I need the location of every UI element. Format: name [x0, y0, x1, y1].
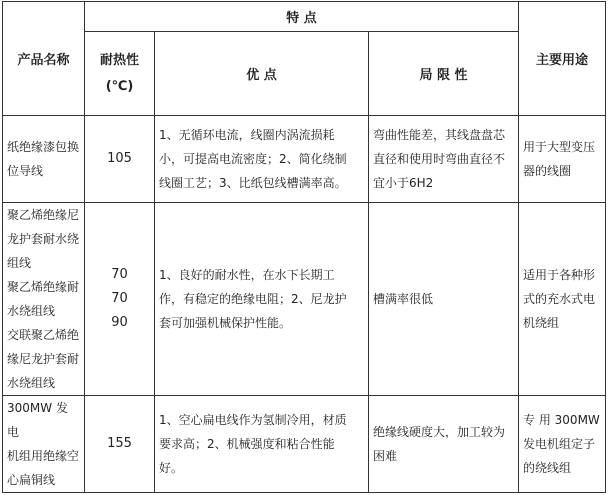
header-heat-unit: (℃)	[105, 78, 134, 94]
usage-line: 发电机组定子	[523, 437, 596, 451]
product-name-line: 300MW 发 电	[7, 401, 68, 439]
usage-line: 机绕组	[523, 316, 560, 330]
product-name-cell	[3, 116, 85, 203]
product-name-line: 机组用绝缘空	[7, 449, 80, 463]
heat-resistance-cell	[85, 116, 155, 203]
heat-resistance-cell	[85, 396, 155, 493]
product-name-line: 水绕组线	[7, 376, 56, 390]
table-row	[3, 116, 606, 203]
limitations-cell	[369, 116, 519, 203]
advantages-cell	[155, 116, 369, 203]
advantages-line: 要求高；2、机械强度和粘合性能	[159, 437, 335, 451]
heat-value: 105	[107, 151, 132, 166]
advantages-line: 1、良好的耐水性，在水下长期工	[159, 268, 335, 282]
advantages-line: 作，有稳定的绝缘电阻；2、尼龙护	[159, 292, 347, 306]
usage-cell	[519, 396, 606, 493]
header-row-2	[3, 32, 606, 116]
product-name-line: 聚乙烯绝缘耐	[7, 280, 80, 294]
product-name-cell	[3, 396, 85, 493]
product-name-cell	[3, 203, 85, 396]
heat-value: 70	[111, 267, 128, 282]
product-name-line: 缘尼龙护套耐	[7, 352, 80, 366]
heat-resistance-cell	[85, 203, 155, 396]
advantages-line: 套可加强机械保护性能。	[159, 316, 292, 330]
advantages-line: 好。	[159, 461, 184, 475]
advantages-line: 线圈工艺；3、比纸包线槽满率高。	[159, 176, 347, 190]
header-features: 特 点	[85, 2, 519, 32]
limitations-line: 弯曲性能差，其线盘盘芯	[373, 128, 506, 142]
header-heat-label: 耐热性	[99, 52, 139, 68]
heat-value: 70	[111, 291, 128, 306]
product-name-line: 心扁铜线	[7, 473, 56, 487]
usage-line: 的绕线组	[523, 461, 572, 475]
header-advantages: 优 点	[155, 32, 369, 116]
advantages-line: 1、无循环电流，线圈内涡流损耗	[159, 128, 335, 142]
heat-value: 90	[111, 315, 128, 330]
product-name-line: 水绕组线	[7, 304, 56, 318]
limitations-cell	[369, 396, 519, 493]
advantages-line: 1、空心扁电线作为氢制冷用，材质	[159, 413, 347, 427]
limitations-line: 宜小于6H2	[373, 176, 434, 190]
header-product-name: 产品名称	[3, 2, 85, 116]
product-table	[2, 1, 606, 493]
product-name-line: 交联聚乙烯绝	[7, 328, 80, 342]
usage-line: 用于大型变压	[523, 140, 596, 154]
usage-cell	[519, 203, 606, 396]
heat-value: 155	[107, 436, 132, 451]
advantages-cell	[155, 396, 369, 493]
table-row	[3, 396, 606, 493]
header-heat-resistance	[85, 32, 155, 116]
table-row	[3, 203, 606, 396]
limitations-cell	[369, 203, 519, 396]
limitations-line: 困难	[373, 449, 398, 463]
product-name-line: 纸绝缘漆包换	[7, 140, 80, 154]
product-name-line: 龙护套耐水绕	[7, 232, 80, 246]
limitations-line: 绝缘线硬度大，加工较为	[373, 425, 506, 439]
usage-line: 器的线圈	[523, 164, 572, 178]
limitations-line: 槽满率很低	[373, 292, 434, 306]
product-name-line: 聚乙烯绝缘尼	[7, 208, 80, 222]
usage-line: 式的充水式电	[523, 292, 596, 306]
header-main-use: 主要用途	[519, 2, 606, 116]
limitations-line: 直径和使用时弯曲直径不	[373, 152, 506, 166]
advantages-line: 小，可提高电流密度；2、简化绕制	[159, 152, 347, 166]
product-name-line: 位导线	[7, 164, 44, 178]
usage-line: 适用于各种形	[523, 268, 596, 282]
header-row-1	[3, 2, 606, 32]
header-limitations: 局 限 性	[369, 32, 519, 116]
usage-line: 专 用 300MW	[523, 413, 600, 427]
product-name-line: 组线	[7, 256, 32, 270]
usage-cell	[519, 116, 606, 203]
advantages-cell	[155, 203, 369, 396]
